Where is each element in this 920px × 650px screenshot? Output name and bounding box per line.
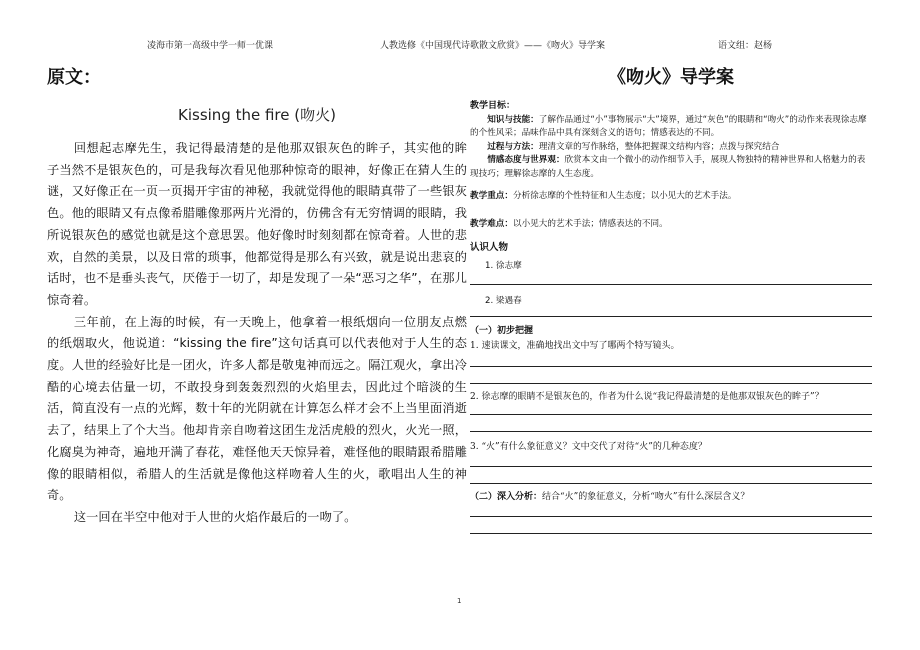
key-point-label: 教学重点：: [470, 191, 513, 201]
answer-line[interactable]: [470, 316, 872, 317]
answer-line[interactable]: [470, 284, 872, 285]
page-header-school: 凌海市第一高级中学一师一优课: [147, 41, 274, 51]
person-item: 2. 梁遇春: [485, 296, 522, 306]
question-2: 2. 徐志摩的眼睛不是银灰色的，作者为什么说“我记得最清楚的是他那双银灰色的眸子”？: [470, 392, 824, 402]
people-heading: 认识人物: [470, 242, 509, 253]
objectives-heading: 教学目标：: [470, 101, 516, 111]
section-deep-analysis: [470, 490, 872, 504]
answer-line[interactable]: [470, 383, 872, 384]
objective-knowledge: [470, 114, 872, 141]
difficulty-point: [470, 218, 872, 232]
objectives-list: [470, 114, 872, 182]
page-header-group: 语文组：赵杨: [718, 41, 773, 51]
objective-attitude: [470, 154, 872, 181]
page-header-course: 人教选修《中国现代诗歌散文欣赏》——《吻火》导学案: [380, 41, 606, 51]
difficulty-text: 以小见大的艺术手法；情感表达的不同。: [512, 218, 668, 229]
poem-title: Kissing the fire (吻火): [178, 106, 336, 124]
page-number: 1: [457, 597, 462, 605]
study-guide-column: [470, 66, 872, 534]
question-3: 3. “火”有什么象征意义？文中交代了对待“火”的几种态度？: [470, 442, 707, 452]
original-text-column: [47, 66, 467, 529]
section-deep-analysis-label: （二）深入分析：: [470, 492, 543, 502]
objective-label: 情感态度与世界观：: [487, 155, 565, 165]
difficulty-label: 教学难点：: [470, 218, 513, 229]
answer-line[interactable]: [470, 483, 872, 484]
section-initial-grasp: （一）初步把握: [470, 326, 534, 336]
key-point: [470, 190, 872, 204]
key-point-text: 分析徐志摩的个性特征和人生态度；以小见大的艺术手法。: [512, 191, 737, 201]
question-1: 1. 速读课文，准确地找出文中写了哪两个特写镜头。: [470, 341, 680, 351]
answer-line[interactable]: [470, 431, 872, 432]
section-deep-analysis-text: 结合“火”的象征意义，分析“吻火”有什么深层含义？: [542, 492, 750, 502]
paragraph-1: 回想起志摩先生，我记得最清楚的是他那双银灰色的眸子，其实他的眸子当然不是银灰色的，可是我每次看见他那种惊奇的眼神，好像正在猜人生的谜，又好像正在一页一页揭开宇宙的神秘，我就觉得他的眼睛真带了一些银灰色。他的眼睛又有点像希腊雕像那两片光滑的，仿佛含有无穷情调的眼睛，我所说银灰色的感觉也就是这个意思罢。他好像时时刻刻都在惊奇着。人世的悲欢，自然的美景，以及日常的琐事，他都觉得是那么有兴致，就是说出悲哀的话时，也不是垂头丧气，厌倦于一切了，却是发现了一朵“恶习之华”，在那儿惊奇着。: [47, 141, 467, 307]
paragraph-2: 三年前，在上海的时候，有一天晚上，他拿着一根纸烟向一位朋友点燃的纸烟取火，他说道：“kissing the fire”这句话真可以代表他对于人生的态度。人世的经验好比是一团火，许多人都是敬鬼神而远之。隔江观火，拿出冷酷的心境去估量一切，不敢投身到轰轰烈烈的火焰里去，因此过个暗淡的生活，简直没有一点的光辉，数十年的光阴就在计算怎么样才会不上当里面消逝去了，结果上了个大当。他却肯亲自吻着这团生龙活虎般的烈火，火光一照，化腐臭为神奇，遍地开满了春花，难怪他天天惊异着，难怪他的眼睛跟希腊雕像的眼睛相似，希腊人的生活就是像他这样吻着人生的火，歌唱出人生的神奇。: [47, 314, 467, 503]
answer-line[interactable]: [470, 466, 872, 467]
guide-title: 《吻火》导学案: [608, 67, 734, 88]
answer-line[interactable]: [470, 533, 872, 534]
answer-line[interactable]: [470, 366, 872, 367]
objective-text: 了解作品通过“小”事物展示“大”境界，通过“灰色”的眼睛和“吻火”的动作来表现徐志摩的个性风采；品味作品中具有深刻含义的语句；情感表达的不同。: [470, 114, 867, 138]
answer-line[interactable]: [470, 414, 872, 415]
original-heading: 原文：: [47, 67, 101, 88]
person-item: 1. 徐志摩: [485, 261, 522, 271]
paragraph-3: 这一回在半空中他对于人世的火焰作最后的一吻了。: [73, 509, 357, 524]
answer-line[interactable]: [470, 516, 872, 517]
objective-text: 理清文章的写作脉络，整体把握课文结构内容；点拨与探究结合: [538, 141, 780, 152]
objective-text: 欣赏本文由一个微小的动作细节入手，展现人物独特的精神世界和人格魅力的表现技巧；理解徐志摩的人生态度。: [470, 155, 866, 179]
objective-process: [470, 141, 872, 155]
objective-label: 知识与技能：: [487, 114, 539, 125]
objective-label: 过程与方法：: [487, 141, 539, 152]
